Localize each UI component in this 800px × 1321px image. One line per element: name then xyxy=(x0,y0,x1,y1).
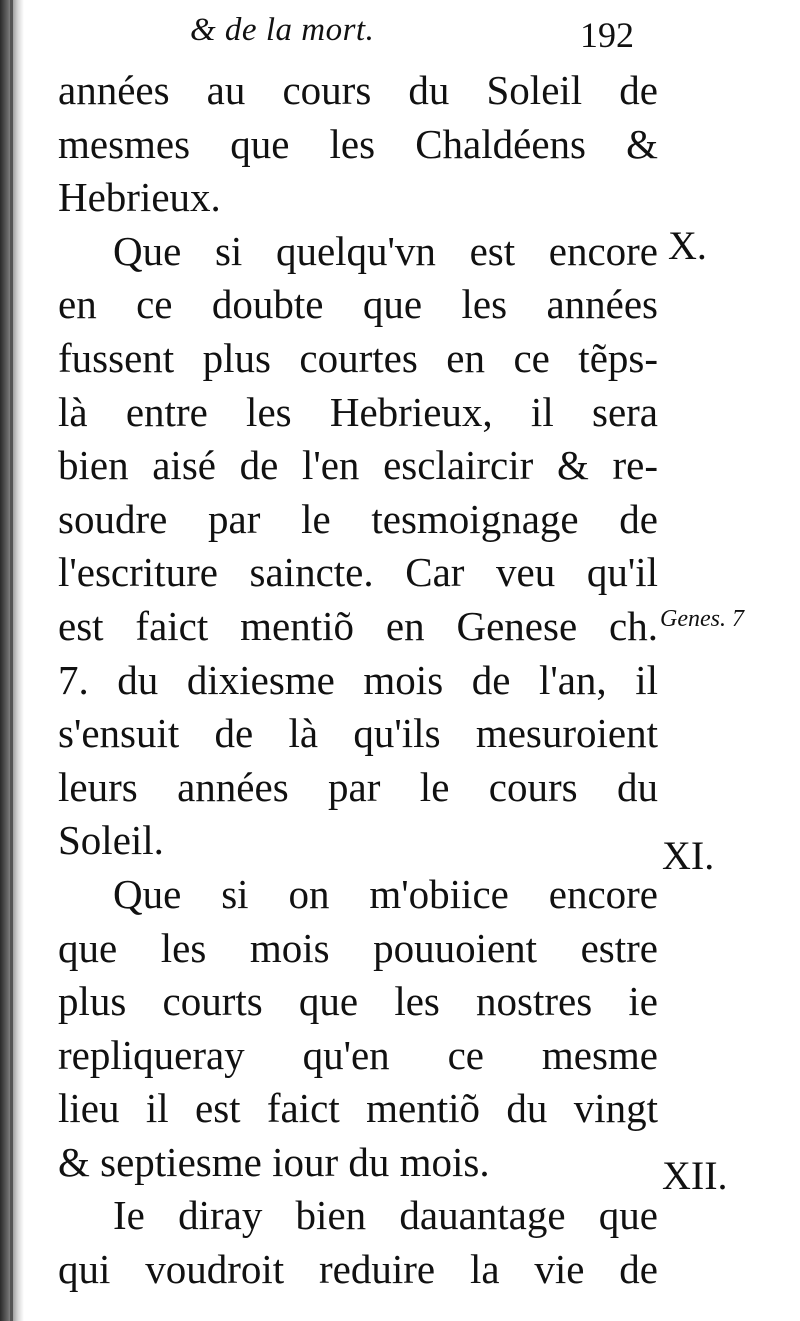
running-head: & de la mort. xyxy=(190,12,375,48)
text-line: qui voudroit reduire la vie de xyxy=(58,1246,658,1293)
text-line: fussent plus courtes en ce tẽps- xyxy=(58,334,658,381)
text-line: bien aisé de l'en esclaircir & re- xyxy=(58,442,658,489)
text-line: là entre les Hebrieux, il sera xyxy=(58,388,658,435)
text-line: Que si quelqu'vn est encore xyxy=(113,227,658,274)
page-number: 192 xyxy=(580,15,634,55)
text-line: plus courts que les nostres ie xyxy=(58,978,658,1025)
text-line: est faict mentiõ en Genese ch. xyxy=(58,602,658,649)
text-line: 7. du dixiesme mois de l'an, il xyxy=(58,656,658,703)
body-text xyxy=(58,64,658,1297)
page-gutter-line xyxy=(10,0,13,1321)
text-line: leurs années par le cours du xyxy=(58,763,658,810)
text-line: années au cours du Soleil de xyxy=(58,67,658,113)
text-line: soudre par le tesmoignage de xyxy=(58,495,658,542)
text-line: l'escriture saincte. Car veu qu'il xyxy=(58,549,658,596)
text-line: en ce doubte que les années xyxy=(58,281,658,328)
text-line: Soleil. xyxy=(58,817,164,864)
margin-note-x: X. xyxy=(668,223,707,268)
margin-note-genesis-reference: Genes. 7 xyxy=(660,606,744,632)
text-line: que les mois pouuoient estre xyxy=(58,924,658,971)
text-line: Que si on m'obiice encore xyxy=(113,870,658,917)
text-line: mesmes que les Chaldéens & xyxy=(58,120,658,167)
text-line: repliqueray qu'en ce mesme xyxy=(58,1031,658,1078)
text-line: & septiesme iour du mois. xyxy=(58,1138,490,1185)
text-line: Hebrieux. xyxy=(58,174,221,221)
text-line: Ie diray bien dauantage que xyxy=(113,1192,658,1239)
margin-note-xii: XII. xyxy=(662,1153,728,1198)
text-line: lieu il est faict mentiõ du vingt xyxy=(58,1085,658,1132)
margin-note-xi: XI. xyxy=(662,833,715,878)
text-line: s'ensuit de là qu'ils mesuroient xyxy=(58,710,658,757)
